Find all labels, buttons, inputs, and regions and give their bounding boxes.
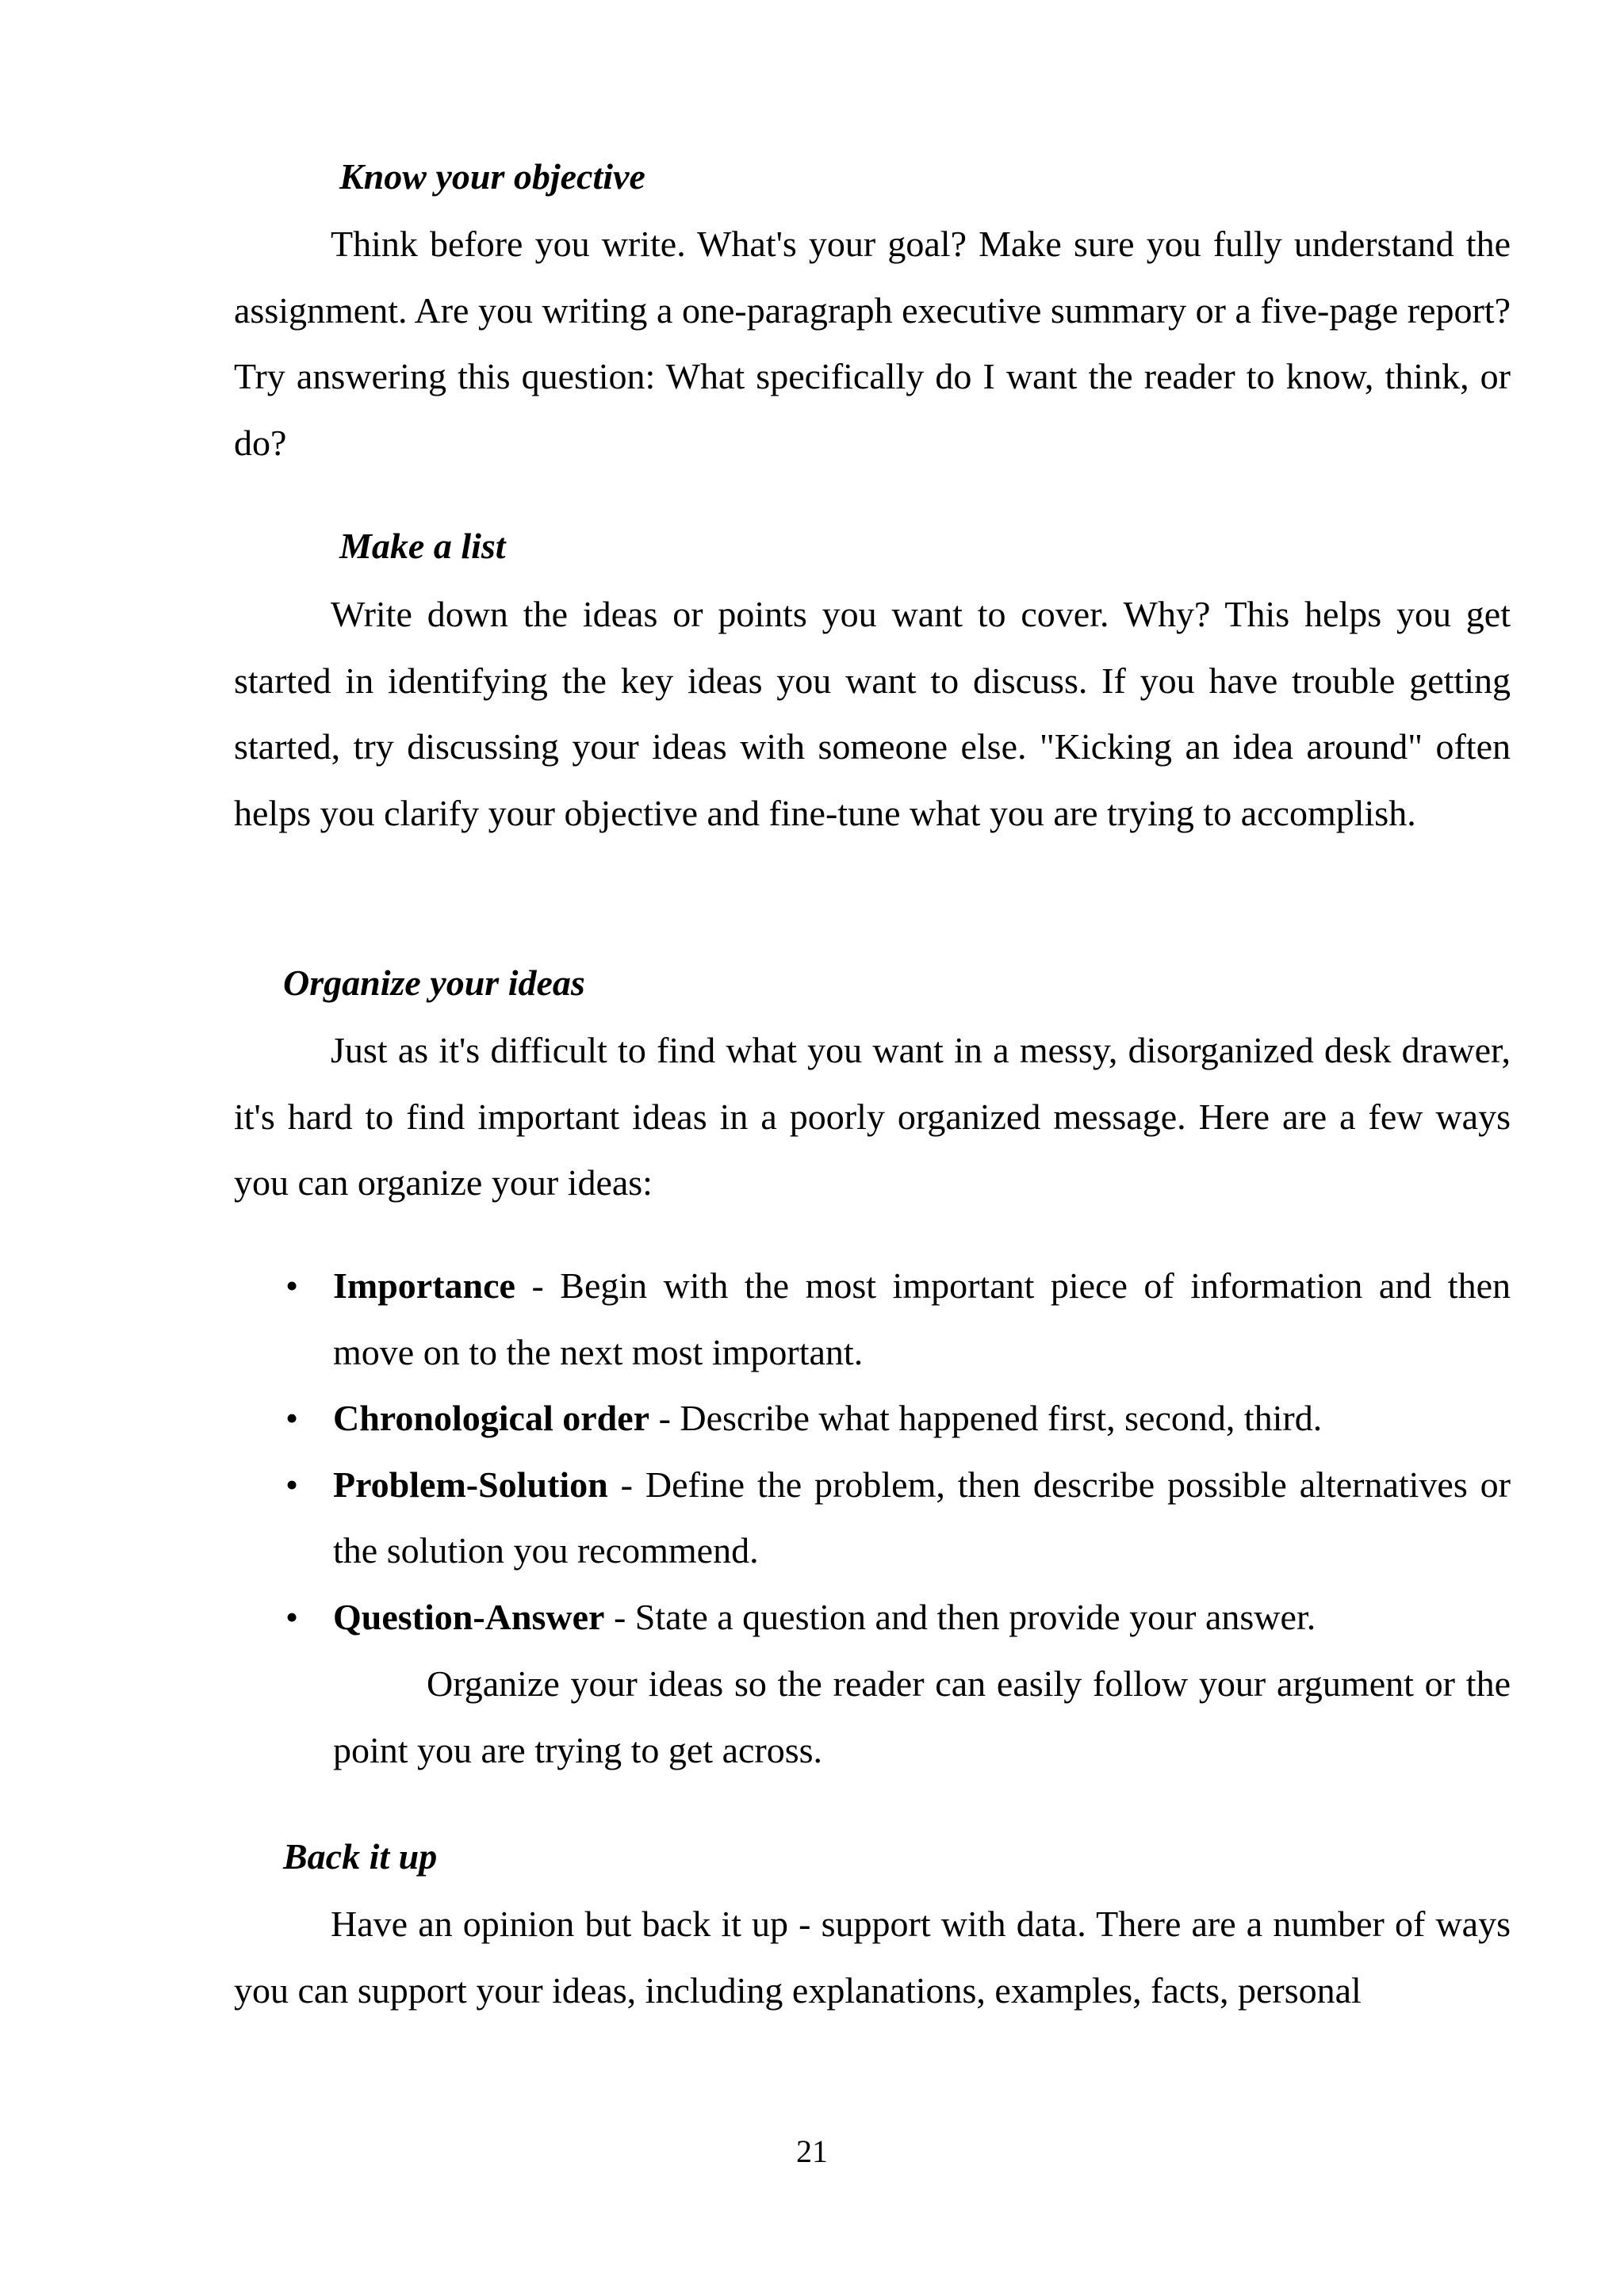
list-item-question-answer [234,1584,1511,1651]
list-item-chronological-order [234,1385,1511,1452]
heading-organize-your-ideas: Organize your ideas [283,962,585,1003]
paragraph-organize-your-ideas [234,1017,1511,1216]
paragraph-make-a-list [234,581,1511,846]
heading-make-a-list: Make a list [339,526,506,566]
paragraph-text: Just as it's difficult to find what you want in a messy, disorganized desk drawer, it's hard to find important ideas in a poorly organized message. Here are a few ways you can organize your ideas: [234,1030,1511,1203]
heading-back-it-up: Back it up [283,1836,438,1877]
list-item-problem-solution [234,1452,1511,1584]
heading-know-your-objective: Know your objective [339,156,645,197]
bullet-text: - State a question and then provide your answer. [604,1596,1316,1637]
bullet-term: Problem-Solution [333,1464,608,1505]
page-number: 21 [796,2133,828,2169]
paragraph-organize-summary [333,1651,1511,1783]
bullet-term: Chronological order [333,1398,650,1438]
paragraph-know-your-objective [234,211,1511,476]
bullet-term: Importance [333,1265,515,1306]
bullet-text: - Define the problem, then describe possible alternatives or the solution you recommend. [333,1464,1511,1571]
paragraph-text: Write down the ideas or points you want to cover. Why? This helps you get started in identifying the key ideas you want to discuss. If you have trouble getting started, try discussing your ideas with someone else. "Kicking an idea around" often helps you clarify your objective and fine-tune what you are trying to accomplish. [234,594,1511,833]
bullet-text: - Describe what happened first, second, third. [649,1398,1323,1438]
list-item-importance [234,1253,1511,1385]
paragraph-text: Organize your ideas so the reader can easily follow your argument or the point you are trying to get across. [333,1663,1511,1770]
bullet-term: Question-Answer [333,1596,605,1637]
bullet-text: - Begin with the most important piece of information and then move on to the next most important. [333,1265,1511,1372]
organize-methods-list [234,1253,1511,1650]
paragraph-text: Think before you write. What's your goal? Make sure you fully understand the assignment. Are you writing a one-paragraph executive summary or a five-page report? Try answering this question: What specifically do I want the reader to know, think, or do? [234,224,1511,463]
bullet-icon: • [285,1398,299,1438]
bullet-icon: • [285,1464,299,1505]
bullet-icon: • [285,1265,299,1306]
paragraph-text: Have an opinion but back it up - support with data. There are a number of ways you can support your ideas, including explanations, examples, facts, personal [234,1904,1511,2011]
paragraph-back-it-up [234,1891,1511,2023]
bullet-icon: • [285,1596,299,1637]
